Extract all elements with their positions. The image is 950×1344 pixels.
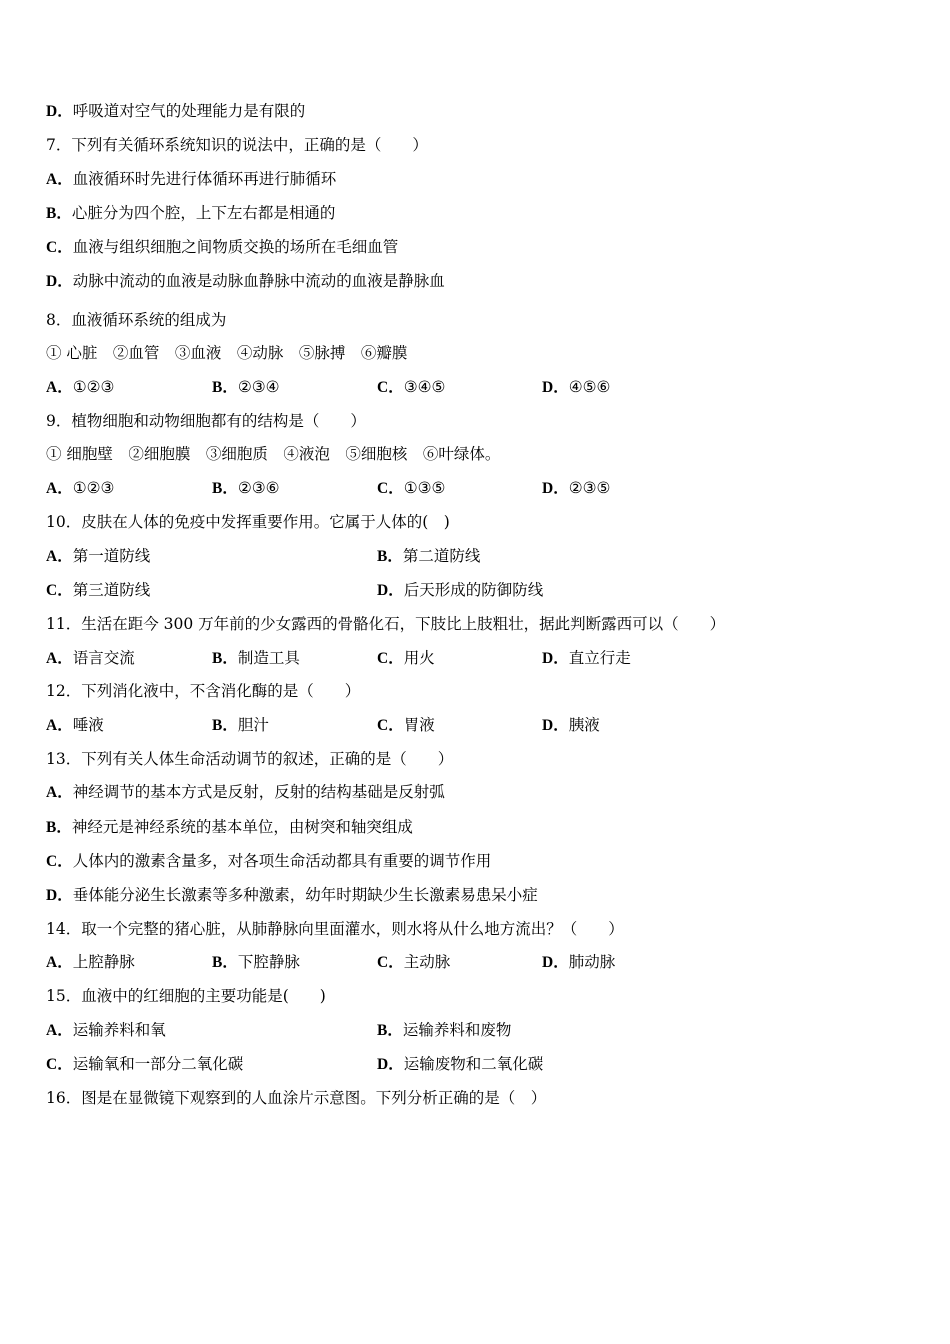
option-text: 神经调节的基本方式是反射，反射的结构基础是反射弧 (72, 783, 445, 801)
option-text: ②③④ (237, 378, 280, 396)
option-text: 胆汁 (237, 716, 269, 734)
option-label: C． (377, 379, 404, 396)
q11-option-c (377, 646, 435, 671)
q7-option-c (46, 235, 398, 259)
option-label: D． (542, 717, 569, 734)
option-text: 上腔静脉 (72, 953, 135, 971)
option-text: 血液与组织细胞之间物质交换的场所在毛细血管 (72, 238, 399, 256)
option-text: 下腔静脉 (237, 953, 300, 971)
option-text: 唾液 (72, 716, 104, 734)
option-text: ②③⑥ (237, 479, 280, 497)
q7-option-a (46, 167, 336, 191)
option-text: 血液循环时先进行体循环再进行肺循环 (72, 170, 337, 188)
option-label: D． (542, 650, 569, 667)
q10-option-b (377, 544, 480, 569)
q9-option-c (377, 476, 445, 501)
q8-option-b (212, 375, 280, 400)
option-label: A． (46, 954, 73, 971)
q11-option-d (542, 646, 631, 671)
option-text: 动脉中流动的血液是动脉血静脉中流动的血液是静脉血 (72, 272, 445, 290)
q8-option-c (377, 375, 445, 400)
option-text: 运输氧和一部分二氧化碳 (72, 1055, 244, 1073)
option-label: C． (46, 239, 73, 256)
q10-option-d (377, 578, 543, 603)
q15-option-c (46, 1052, 243, 1077)
option-label: A． (46, 548, 73, 565)
option-text: 运输废物和二氧化碳 (403, 1055, 544, 1073)
q9-items: ① 细胞壁 ②细胞膜 ③细胞质 ④液泡 ⑤细胞核 ⑥叶绿体。 (46, 445, 501, 463)
q9-option-a (46, 476, 114, 501)
q13-option-a (46, 780, 445, 804)
q11-stem: 11．生活在距今 300 万年前的少女露西的骨骼化石，下肢比上肢粗壮，据此判断露西可以（ ） (46, 615, 726, 633)
option-text: 胃液 (403, 716, 435, 734)
option-label: C． (377, 954, 404, 971)
option-text: ②③⑤ (568, 479, 611, 497)
option-text: 呼吸道对空气的处理能力是有限的 (72, 102, 306, 120)
option-label: D． (542, 480, 569, 497)
option-label: B． (212, 954, 238, 971)
option-label: B． (377, 548, 403, 565)
option-text: ①②③ (72, 479, 115, 497)
q8-items: ① 心脏 ②血管 ③血液 ④动脉 ⑤脉搏 ⑥瓣膜 (46, 344, 408, 362)
option-text: 第二道防线 (402, 547, 481, 565)
option-label: D． (377, 1056, 404, 1073)
option-label: D． (46, 103, 73, 120)
q14-option-a (46, 950, 135, 975)
q15-option-b (377, 1018, 511, 1043)
q13-option-b (46, 815, 413, 839)
option-text: 直立行走 (568, 649, 631, 667)
option-text: 语言交流 (72, 649, 135, 667)
option-text: 运输养料和废物 (402, 1021, 512, 1039)
q15-stem: 15．血液中的红细胞的主要功能是( ) (46, 987, 326, 1005)
option-label: B． (212, 379, 238, 396)
q13-option-d (46, 883, 538, 907)
q7-stem: 7．下列有关循环系统知识的说法中，正确的是（ ） (46, 136, 428, 154)
option-text: 制造工具 (237, 649, 300, 667)
option-text: 后天形成的防御防线 (403, 581, 544, 599)
option-text: ①②③ (72, 378, 115, 396)
option-label: C． (46, 582, 73, 599)
option-label: B． (212, 717, 238, 734)
q8-option-d (542, 375, 610, 400)
option-label: A． (46, 379, 73, 396)
option-label: C． (377, 650, 404, 667)
q13-stem: 13．下列有关人体生命活动调节的叙述，正确的是（ ） (46, 750, 454, 768)
option-text: 第三道防线 (72, 581, 151, 599)
q15-option-d (377, 1052, 543, 1077)
option-label: A． (46, 171, 73, 188)
q8-option-a (46, 375, 114, 400)
option-label: B． (46, 819, 72, 836)
option-text: 垂体能分泌生长激素等多种激素，幼年时期缺少生长激素易患呆小症 (72, 886, 538, 904)
option-label: D． (46, 273, 73, 290)
q7-option-b (46, 201, 335, 225)
option-label: B． (377, 1022, 403, 1039)
q16-stem: 16．图是在显微镜下观察到的人血涂片示意图。下列分析正确的是（ ） (46, 1089, 547, 1107)
option-label: C． (377, 480, 404, 497)
option-label: A． (46, 480, 73, 497)
q8-stem: 8．血液循环系统的组成为 (46, 311, 227, 329)
option-text: ④⑤⑥ (568, 378, 611, 396)
q14-option-c (377, 950, 450, 975)
q14-option-d (542, 950, 615, 975)
option-label: A． (46, 784, 73, 801)
option-text: 用火 (403, 649, 435, 667)
q9-stem: 9．植物细胞和动物细胞都有的结构是（ ） (46, 412, 366, 430)
option-text: ①③⑤ (403, 479, 446, 497)
q14-stem: 14．取一个完整的猪心脏，从肺静脉向里面灌水，则水将从什么地方流出？（ ） (46, 920, 624, 938)
option-text: 主动脉 (403, 953, 451, 971)
option-label: B． (46, 205, 72, 222)
q10-option-c (46, 578, 150, 603)
option-text: 胰液 (568, 716, 600, 734)
option-label: C． (46, 1056, 73, 1073)
option-label: A． (46, 1022, 73, 1039)
q7-option-d (46, 269, 445, 293)
q6-option-d (46, 99, 305, 123)
option-label: D． (46, 887, 73, 904)
option-label: D． (542, 954, 569, 971)
q11-option-b (212, 646, 300, 671)
q12-option-a (46, 713, 104, 738)
q12-option-d (542, 713, 600, 738)
q12-option-b (212, 713, 269, 738)
option-text: 运输养料和氧 (72, 1021, 166, 1039)
q10-stem: 10．皮肤在人体的免疫中发挥重要作用。它属于人体的( ) (46, 513, 450, 531)
option-label: B． (212, 480, 238, 497)
option-text: 神经元是神经系统的基本单位，由树突和轴突组成 (71, 818, 413, 836)
option-label: B． (212, 650, 238, 667)
option-text: 人体内的激素含量多，对各项生命活动都具有重要的调节作用 (72, 852, 492, 870)
q10-option-a (46, 544, 150, 569)
q12-stem: 12．下列消化液中，不含消化酶的是（ ） (46, 682, 361, 700)
option-text: 心脏分为四个腔，上下左右都是相通的 (71, 204, 336, 222)
q14-option-b (212, 950, 300, 975)
option-text: ③④⑤ (403, 378, 446, 396)
option-label: A． (46, 717, 73, 734)
q15-option-a (46, 1018, 166, 1043)
option-label: D． (542, 379, 569, 396)
option-label: C． (46, 853, 73, 870)
option-label: A． (46, 650, 73, 667)
q9-option-d (542, 476, 610, 501)
q11-option-a (46, 646, 135, 671)
q13-option-c (46, 849, 491, 873)
q9-option-b (212, 476, 280, 501)
option-text: 肺动脉 (568, 953, 616, 971)
option-text: 第一道防线 (72, 547, 151, 565)
q12-option-c (377, 713, 435, 738)
option-label: C． (377, 717, 404, 734)
option-label: D． (377, 582, 404, 599)
